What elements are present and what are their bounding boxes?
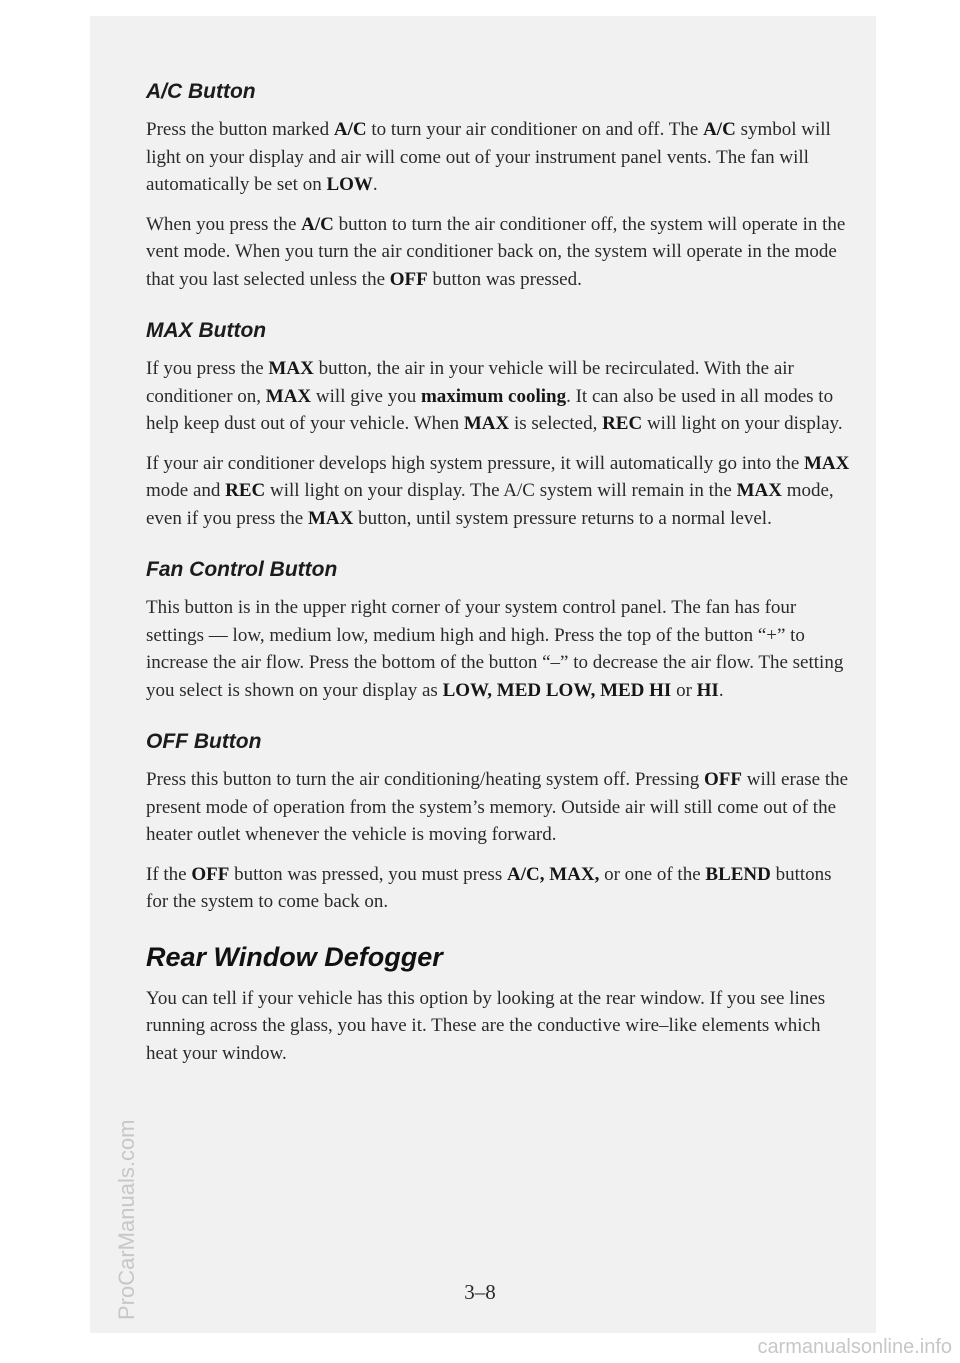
paragraph: If the OFF button was pressed, you must press A/C, MAX, or one of the BLEND buttons for the system to come back on. — [146, 863, 832, 912]
paragraph: You can tell if your vehicle has this option by looking at the rear window. If you see lines running across the glass, you have it. These are the conductive wire–like elements which heat your window. — [146, 987, 826, 1064]
page-number: 3–8 — [464, 1280, 496, 1304]
section-rear-window-defogger — [146, 942, 852, 1068]
section-heading: A/C Button — [146, 80, 256, 103]
paragraph: If you press the MAX button, the air in your vehicle will be recirculated. With the air conditioner on, MAX will give you maximum cooling. It can also be used in all modes to help keep dust out of your vehicle. When MAX is selected, REC will light on your display. — [146, 358, 843, 434]
page-content — [146, 80, 852, 1093]
section-heading: Rear Window Defogger — [146, 941, 443, 972]
section-max-button — [146, 319, 852, 532]
section-heading: OFF Button — [146, 730, 262, 753]
paragraph: Press this button to turn the air conditioning/heating system off. Pressing OFF will erase the present mode of operation from the system’s memory. Outside air will still come out of the heater outlet whenever the vehicle is moving forward. — [146, 769, 849, 845]
section-heading: Fan Control Button — [146, 558, 338, 581]
section-off-button — [146, 730, 852, 916]
watermark-bottom: carmanualsonline.info — [757, 1336, 952, 1358]
section-ac-button — [146, 80, 852, 293]
paragraph: Press the button marked A/C to turn your air conditioner on and off. The A/C symbol will light on your display and air will come out of your instrument panel vents. The fan will automatically be set on LOW. — [146, 119, 831, 195]
section-heading: MAX Button — [146, 319, 267, 342]
section-fan-control — [146, 558, 852, 704]
paragraph: If your air conditioner develops high system pressure, it will automatically go into the MAX mode and REC will light on your display. The A/C system will remain in the MAX mode, even if you press the MAX button, until system pressure returns to a normal level. — [146, 452, 850, 529]
paragraph: When you press the A/C button to turn the air conditioner off, the system will operate in the vent mode. When you turn the air conditioner back on, the system will operate in the mode that you last selected unless the OFF button was pressed. — [146, 213, 846, 290]
watermark-side: ProCarManuals.com — [114, 1119, 139, 1320]
manual-page — [90, 16, 876, 1333]
paragraph: This button is in the upper right corner of your system control panel. The fan has four settings — low, medium low, medium high and high. Press the top of the button “+” to increase the air flow. Press the bottom of the button “–” to decrease the air flow. The setting you select is shown on your display as LOW, MED LOW, MED HI or HI. — [146, 597, 844, 701]
